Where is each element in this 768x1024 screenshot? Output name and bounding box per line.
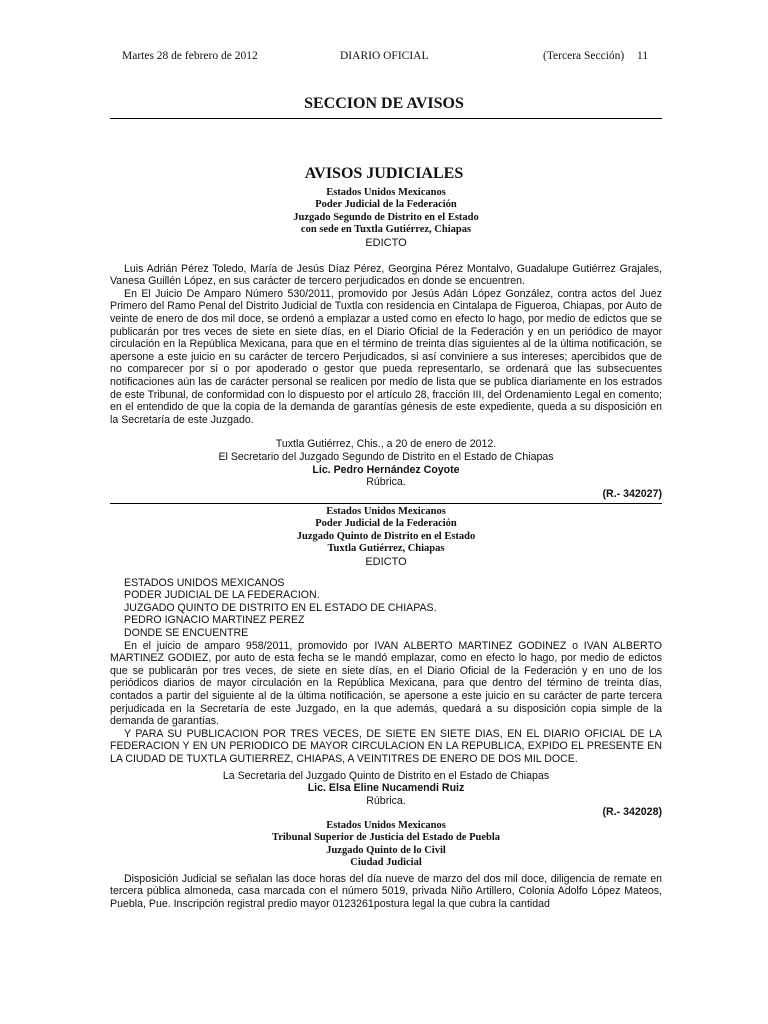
signer-role: El Secretario del Juzgado Segundo de Distrito en el Estado de Chiapas — [218, 450, 554, 463]
heading-line: Ciudad Judicial — [350, 857, 422, 869]
heading-line: Estados Unidos Mexicanos — [326, 187, 446, 198]
notice-3-heading — [110, 820, 662, 870]
heading-line: con sede en Tuxtla Gutiérrez, Chiapas — [300, 224, 472, 236]
paragraph: Disposición Judicial se señalan las doce horas del día nueve de marzo del dos mil doce, diligencia de remate en tercera pública almoneda, casa marcada con el número 5019, privada Niño Artillero, Colonia Adolfo López Mateos, Puebla, Pue. Inscripción registral predio mayor 0123261postura legal la que cubra la cantidad — [110, 872, 662, 910]
place-date: Tuxtla Gutiérrez, Chis., a 20 de enero de 2012. — [275, 438, 497, 451]
section-rule — [110, 118, 662, 119]
section-title: SECCION DE AVISOS — [304, 95, 464, 112]
heading-line: Estados Unidos Mexicanos — [326, 820, 446, 831]
heading-line: Poder Judicial de la Federación — [315, 518, 457, 530]
edicto-label: EDICTO — [365, 555, 407, 568]
addressee-line: JUZGADO QUINTO DE DISTRITO EN EL ESTADO DE CHIAPAS. — [124, 601, 437, 614]
paragraph: Y PARA SU PUBLICACION POR TRES VECES, DE SIETE EN SIETE DIAS, EN EL DIARIO OFICIAL DE LA FEDERACION Y EN UN PERIODICO DE MAYOR CIRCULACION EN LA REPUBLICA, EXPIDO EL PRESENTE EN LA CIUDAD DE TUXTLA GUTIERREZ, CHIAPAS, A VEINTITRES DE ENERO DE DOS MIL DOCE. — [110, 727, 662, 765]
header-page-number: 11 — [637, 50, 649, 62]
edicto-label: EDICTO — [365, 236, 407, 249]
header-date: Martes 28 de febrero de 2012 — [122, 50, 258, 62]
notice-2-body — [110, 640, 662, 766]
addressee-line: ESTADOS UNIDOS MEXICANOS — [124, 576, 285, 589]
notice-2-addressees — [110, 577, 662, 640]
heading-line: Poder Judicial de la Federación — [315, 199, 457, 211]
avisos-title: AVISOS JUDICIALES — [304, 165, 464, 182]
heading-line: Tuxtla Gutiérrez, Chiapas — [327, 543, 445, 555]
notice-2-heading — [110, 506, 662, 556]
notice-1-signature — [110, 438, 662, 488]
paragraph: Luis Adrián Pérez Toledo, María de Jesús Díaz Pérez, Georgina Pérez Montalvo, Guadalupe Gutiérrez Grajales, Vanesa Guillén López, en sus carácter de tercero perjudicados en donde se encuentren. — [110, 262, 662, 288]
notice-3-body — [110, 873, 662, 911]
signer-role: La Secretaria del Juzgado Quinto de Distrito en el Estado de Chiapas — [222, 769, 550, 782]
heading-line: Juzgado Segundo de Distrito en el Estado — [293, 211, 479, 223]
notice-1-heading — [110, 187, 662, 237]
heading-line: Estados Unidos Mexicanos — [326, 506, 446, 517]
heading-line: Juzgado Quinto de lo Civil — [326, 844, 446, 856]
notice-1 — [110, 187, 662, 489]
signer-name: Lic. Pedro Hernández Coyote — [312, 463, 460, 476]
notice-2 — [110, 506, 662, 807]
paragraph: En el juicio de amparo 958/2011, promovido por IVAN ALBERTO MARTINEZ GODINEZ o IVAN ALBERTO MARTINEZ GODIEZ, por auto de esta fecha se le mandó emplazar, como en efecto lo hago, por medio de edictos que se publicarán por tres veces, de siete en siete días, en el Diario Oficial de la Federación y en uno de los periódicos diarios de mayor circulación en la República Mexicana, para que dentro del término de treinta días, contados a partir del siguiente al de la última notificación, se apersone a este juicio en su carácter de parte tercera perjudicada en la Secretaría de este Juzgado, en la que además, quedará a su disposición copia simple de la demanda de garantías. — [110, 639, 662, 728]
heading-line: Juzgado Quinto de Distrito en el Estado — [296, 530, 476, 542]
addressee-line: DONDE SE ENCUENTRE — [124, 627, 249, 639]
addressee-line: PEDRO IGNACIO MARTINEZ PEREZ — [124, 614, 305, 627]
rubrica: Rúbrica. — [366, 476, 406, 489]
rubrica: Rúbrica. — [366, 794, 406, 807]
notice-2-signature — [110, 770, 662, 808]
notice-divider — [110, 503, 662, 504]
addressee-line: PODER JUDICIAL DE LA FEDERACION. — [124, 589, 320, 602]
notice-2-ref: (R.- 342028) — [602, 806, 662, 818]
header-paper-name: DIARIO OFICIAL — [340, 50, 429, 62]
paragraph: En El Juicio De Amparo Número 530/2011, promovido por Jesús Adán López González, contra actos del Juez Primero del Ramo Penal del Distrito Judicial de Tuxtla con residencia en Cintalapa de Figueroa, Chiapas, por Auto de veinte de enero de dos mil doce, se ordenó a emplazar a usted como en efecto lo hago, por medio de edictos que se publicarán por tres veces de siete en siete días, en el Diario Oficial de la Federación y en un periódico de mayor circulación en la República Mexicana, para que en el término de treinta días siguientes al de la última notificación, se apersone a este juicio en su carácter de tercero Perjudicados, si así conviniere a sus intereses; apercibidos que de no comparecer por si o por apoderado o gestor que pueda representarlo, se ordenará que las subsecuentes notificaciones aún las de carácter personal se realicen por medio de lista que se publica diariamente en los estrados de este Tribunal, de conformidad con lo dispuesto por el artículo 28, fracción III, del Ordenamiento Legal en comento; en el entendido de que la copia de la demanda de garantías génesis de este expediente, queda a su disposición en la Secretaría de este Juzgado. — [110, 287, 662, 426]
heading-line: Tribunal Superior de Justicia del Estado de Puebla — [271, 832, 501, 844]
notice-1-body — [110, 263, 662, 427]
notice-3 — [110, 820, 662, 910]
header-section: (Tercera Sección) — [543, 50, 625, 62]
signer-name: Lic. Elsa Eline Nucamendi Ruiz — [307, 782, 465, 795]
notice-1-ref: (R.- 342027) — [602, 488, 662, 500]
